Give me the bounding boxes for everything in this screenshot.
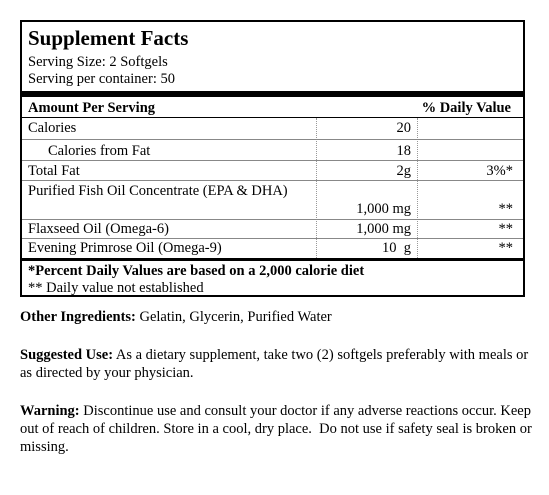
nutrient-daily-value: ** [498, 201, 513, 217]
row-divider [22, 139, 523, 140]
facts-title: Supplement Facts [28, 26, 189, 50]
footnote-divider [22, 258, 523, 261]
nutrient-daily-value: ** [498, 221, 513, 237]
footnote-daily-values: *Percent Daily Values are based on a 2,000 calorie diet [28, 263, 365, 279]
supplement-facts-panel [20, 20, 525, 297]
row-divider [22, 160, 523, 161]
thick-divider [22, 91, 523, 97]
warning-label: Warning: [20, 403, 80, 419]
warning [20, 402, 535, 456]
nutrient-amount: 20 [396, 120, 411, 136]
nutrient-amount: 18 [396, 143, 411, 159]
nutrient-name: Evening Primrose Oil (Omega-9) [28, 240, 222, 256]
nutrient-daily-value: 3%* [486, 163, 513, 179]
suggested-use-label: Suggested Use: [20, 347, 114, 363]
other-ingredients-label: Other Ingredients: [20, 309, 136, 325]
other-ingredients [20, 308, 535, 326]
nutrient-name: Purified Fish Oil Concentrate (EPA & DHA) [28, 183, 288, 199]
daily-value-header: % Daily Value [421, 100, 511, 116]
suggested-use-text: As a dietary supplement, take two (2) softgels preferably with meals or as directed by your physician. [20, 347, 529, 381]
row-divider [22, 180, 523, 181]
nutrient-row [22, 182, 523, 218]
suggested-use [20, 346, 535, 382]
header-divider [22, 117, 523, 118]
nutrient-name: Total Fat [28, 163, 80, 179]
nutrient-name: Calories from Fat [48, 143, 151, 159]
other-ingredients-text: Gelatin, Glycerin, Purified Water [135, 309, 332, 325]
footnote-not-established: ** Daily value not established [28, 280, 204, 296]
nutrient-amount: 1,000 mg [356, 201, 411, 217]
servings-per-container: Serving per container: 50 [28, 71, 175, 87]
nutrient-daily-value: ** [498, 240, 513, 256]
nutrient-amount: 2g [396, 163, 411, 179]
amount-per-serving-header: Amount Per Serving [28, 100, 156, 116]
nutrient-amount: 10 g [382, 240, 411, 256]
nutrient-name: Flaxseed Oil (Omega-6) [28, 221, 169, 237]
nutrient-name: Calories [28, 120, 77, 136]
warning-text: Discontinue use and consult your doctor if any adverse reactions occur. Keep out of reach of children. Store in a cool, dry place. Do not use if safety seal is broken or missing. [20, 403, 536, 455]
serving-size: Serving Size: 2 Softgels [28, 54, 168, 70]
nutrient-amount: 1,000 mg [356, 221, 411, 237]
